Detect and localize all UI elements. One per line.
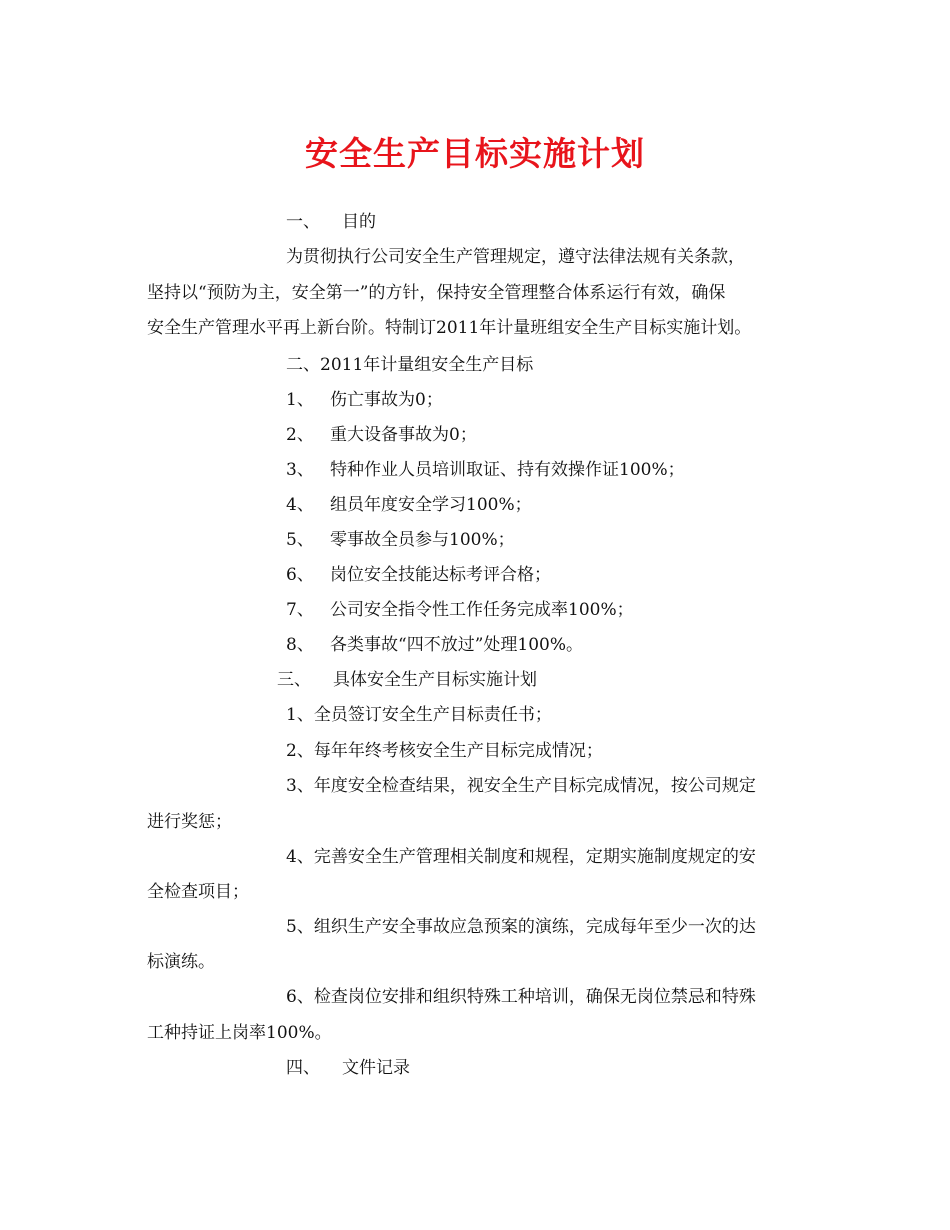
- section-number: 三、: [277, 670, 311, 690]
- item-number: 6、: [286, 565, 314, 585]
- plan-item-line: 6、检查岗位安排和组织特殊工种培训，确保无岗位禁忌和特殊: [286, 987, 756, 1007]
- list-item: [286, 634, 583, 656]
- section-heading-2: 二、2011年计量组安全生产目标: [286, 355, 534, 375]
- section-heading-4: [286, 1057, 410, 1079]
- item-text: 伤亡事故为0；: [330, 390, 443, 410]
- item-number: 8、: [286, 635, 314, 655]
- plan-item-continuation: 全检查项目；: [147, 882, 249, 902]
- list-item: [286, 494, 532, 516]
- item-number: 7、: [286, 600, 314, 620]
- item-text: 零事故全员参与100%；: [330, 530, 515, 550]
- section-title: 具体安全生产目标实施计划: [333, 670, 537, 690]
- plan-item-line: 2、每年年终考核安全生产目标完成情况；: [286, 741, 603, 761]
- item-text: 重大设备事故为0；: [330, 425, 477, 445]
- section-title: 目的: [342, 212, 376, 232]
- plan-item-line: 5、组织生产安全事故应急预案的演练，完成每年至少一次的达: [286, 917, 756, 937]
- item-text: 各类事故“四不放过”处理100%。: [330, 635, 583, 655]
- section-heading-1: [286, 211, 376, 233]
- item-text: 公司安全指令性工作任务完成率100%；: [330, 600, 634, 620]
- list-item: [286, 389, 443, 411]
- plan-item-line: 1、全员签订安全生产目标责任书；: [286, 705, 552, 725]
- section-title: 文件记录: [342, 1058, 410, 1078]
- plan-item-continuation: 标演练。: [147, 952, 215, 972]
- paragraph-line: 安全生产管理水平再上新台阶。特制订2011年计量班组安全生产目标实施计划。: [147, 318, 752, 338]
- list-item: [286, 424, 477, 446]
- paragraph-line: 为贯彻执行公司安全生产管理规定，遵守法律法规有关条款，: [286, 247, 745, 267]
- list-item: [286, 459, 685, 481]
- plan-item-continuation: 工种持证上岗率100%。: [147, 1023, 332, 1043]
- section-number: 四、: [286, 1058, 320, 1078]
- plan-item-continuation: 进行奖惩；: [147, 812, 232, 832]
- plan-item-line: 4、完善安全生产管理相关制度和规程，定期实施制度规定的安: [286, 847, 756, 867]
- plan-item-line: 3、年度安全检查结果，视安全生产目标完成情况，按公司规定: [286, 776, 756, 796]
- item-text: 组员年度安全学习100%；: [330, 495, 532, 515]
- item-number: 1、: [286, 390, 314, 410]
- item-text: 特种作业人员培训取证、持有效操作证100%；: [330, 460, 685, 480]
- list-item: [286, 564, 551, 586]
- list-item: [286, 529, 515, 551]
- document-title: 安全生产目标实施计划: [305, 134, 645, 173]
- item-number: 2、: [286, 425, 314, 445]
- item-text: 岗位安全技能达标考评合格；: [330, 565, 551, 585]
- item-number: 4、: [286, 495, 314, 515]
- paragraph-line: 坚持以“预防为主，安全第一”的方针，保持安全管理整合体系运行有效，确保: [147, 283, 726, 303]
- list-item: [286, 599, 634, 621]
- item-number: 3、: [286, 460, 314, 480]
- section-heading-3: [277, 669, 537, 691]
- section-number: 一、: [286, 212, 320, 232]
- item-number: 5、: [286, 530, 314, 550]
